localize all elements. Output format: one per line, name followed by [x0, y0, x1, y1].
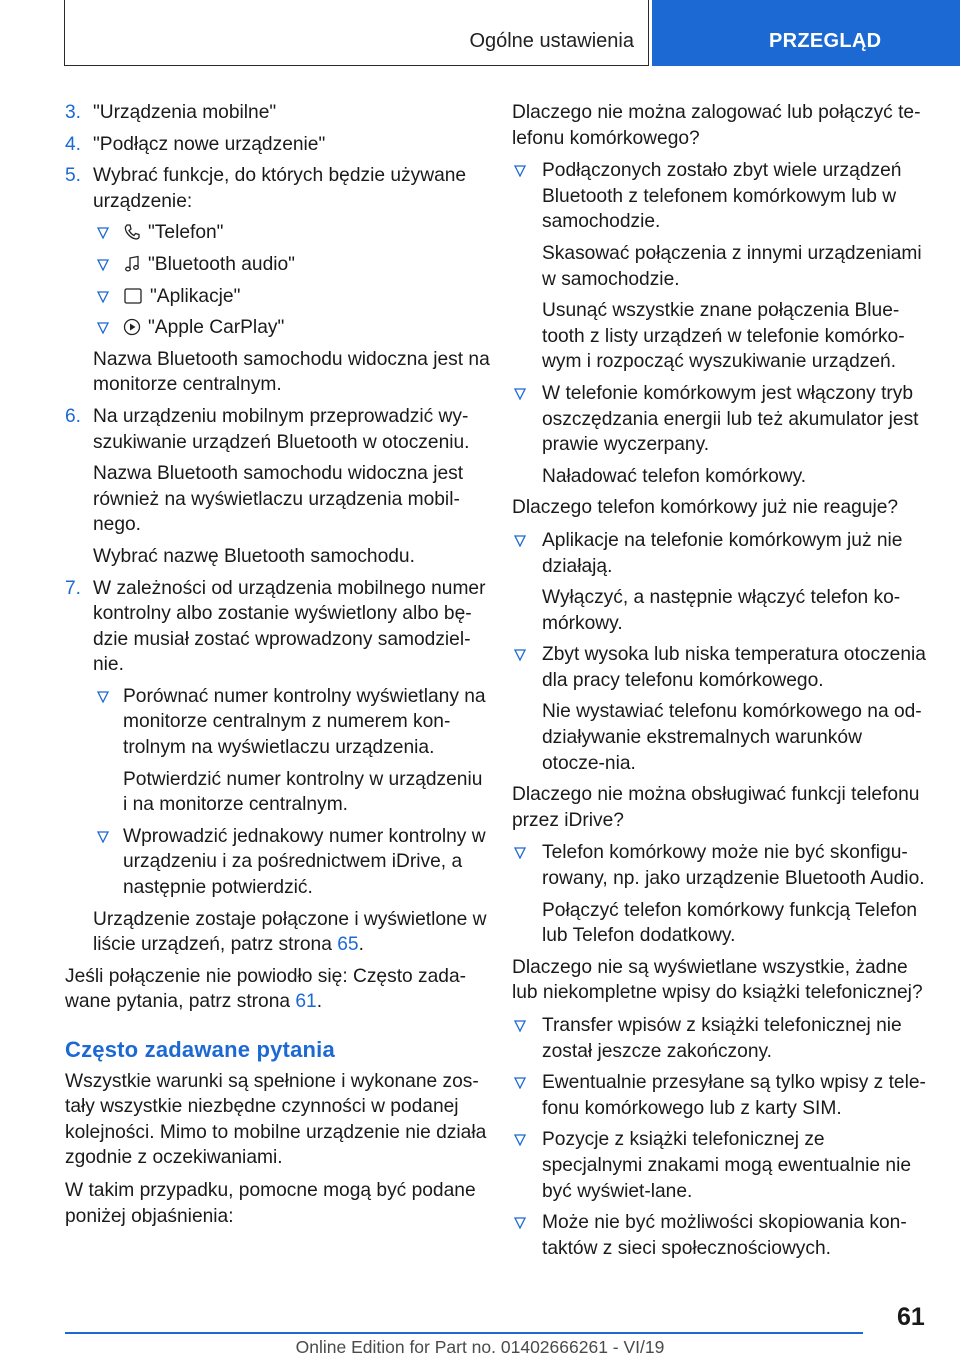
step-number: 3. [65, 102, 82, 123]
triangle-bullet-icon [514, 1217, 526, 1229]
list-item-text: Aplikacje na telefonie komórkowym już nie działają. [542, 529, 903, 577]
carplay-icon [123, 318, 141, 336]
triangle-bullet-icon [514, 847, 526, 859]
faq-intro: Wszystkie warunki są spełnione i wykonane zos-tały wszystkie niezbędne czynności w podanej kolejności. Mimo to mobilne urządzenie nie działa zgodnie z oczekiwaniami. [65, 1070, 487, 1169]
phone-icon [123, 223, 141, 241]
list-item [512, 1127, 930, 1204]
triangle-bullet-icon [514, 1077, 526, 1089]
header-section-title: Ogólne ustawienia [469, 30, 634, 52]
note-text: Nazwa Bluetooth samochodu widoczna jest na monitorze centralnym. [93, 348, 490, 396]
function-label: "Telefon" [148, 222, 224, 244]
music-note-icon [123, 255, 141, 273]
list-item-text: Podłączonych zostało zbyt wiele urządzeń Bluetooth z telefonem komórkowym lub w samochodzie. [542, 160, 902, 233]
question: Dlaczego nie można obsługiwać funkcji telefonu przez iDrive? [512, 784, 920, 831]
faq-intro-2: W takim przypadku, pomocne mogą być podane poniżej objaśnienia: [65, 1179, 476, 1227]
triangle-bullet-icon [514, 388, 526, 400]
list-item-note: Potwierdzić numer kontrolny w urządzeniu i na monitorze centralnym. [123, 768, 483, 816]
list-item-note: Usunąć wszystkie znane połączenia Blue-tooth z listy urządzeń w telefonie komórko-wym i rozpocząć wyszukiwanie urządzeń. [542, 300, 905, 373]
list-item [512, 1013, 930, 1064]
connected-text: Urządzenie zostaje połączone i wyświetlone w liście urządzeń, patrz strona [93, 908, 487, 956]
overview-tab-label: PRZEGLĄD [769, 30, 882, 52]
step-text: W zależności od urządzenia mobilnego numer kontrolny albo zostanie wyświetlony albo bę-dzie musiał zostać wprowadzony samodziel-nie. [93, 577, 486, 676]
list-item [512, 1210, 930, 1261]
function-label: "Bluetooth audio" [148, 253, 295, 275]
apps-icon [123, 287, 143, 305]
step-text: Na urządzeniu mobilnym przeprowadzić wy-szukiwanie urządzeń Bluetooth w otoczeniu. [93, 405, 470, 453]
connected-note [93, 907, 490, 958]
list-item [512, 528, 930, 579]
list-item-note: Wyłączyć, a następnie włączyć telefon ko-mórkowy. [542, 587, 901, 634]
triangle-bullet-icon [97, 691, 109, 703]
list-item-text: Pozycje z książki telefonicznej ze specjalnymi znakami mogą ewentualnie nie być wyświet-lane. [542, 1129, 912, 1202]
step-number: 4. [65, 133, 82, 155]
triangle-bullet-icon [514, 1020, 526, 1032]
footer-edition: Online Edition for Part no. 01402666261 - VI/19 [295, 1337, 665, 1357]
left-column [65, 100, 490, 1236]
note-text: Wybrać nazwę Bluetooth samochodu. [93, 545, 415, 567]
triangle-bullet-icon [514, 1134, 526, 1146]
question: Dlaczego telefon komórkowy już nie reaguje? [512, 497, 899, 519]
triangle-bullet-icon [97, 831, 109, 843]
step-text: "Urządzenia mobilne" [93, 102, 277, 123]
list-item [512, 642, 930, 693]
function-item-phone [93, 220, 490, 246]
question: Dlaczego nie są wyświetlane wszystkie, żadne lub niekompletne wpisy do książki telefonicznej? [512, 956, 923, 1004]
list-item-text: Wprowadzić jednakowy numer kontrolny w urządzeniu i za pośrednictwem iDrive, a następnie potwierdzić. [123, 825, 486, 899]
list-item-note: Połączyć telefon komórkowy funkcją Telefon lub Telefon dodatkowy. [542, 899, 918, 947]
overview-tab[interactable] [652, 0, 960, 66]
step-5 [65, 163, 490, 214]
list-item-text: Transfer wpisów z książki telefonicznej nie został jeszcze zakończony. [542, 1015, 902, 1062]
triangle-bullet-icon [514, 535, 526, 547]
failed-note [65, 964, 490, 1015]
function-label: "Apple CarPlay" [148, 317, 285, 339]
question: Dlaczego nie można zalogować lub połączyć te-lefonu komórkowego? [512, 102, 921, 149]
triangle-bullet-icon [97, 291, 109, 303]
list-item-text: Ewentualnie przesyłane są tylko wpisy z tele-fonu komórkowego lub z karty SIM. [542, 1072, 926, 1119]
list-item [93, 684, 490, 761]
triangle-bullet-icon [97, 322, 109, 334]
list-item-text: Porównać numer kontrolny wyświetlany na monitorze centralnym z numerem kon-trolnym na wyświetlaczu urządzenia. [123, 685, 486, 759]
header-section-box [64, 0, 649, 66]
step-number: 7. [65, 577, 82, 599]
footer-divider [65, 1332, 863, 1334]
list-item-note: Nie wystawiać telefonu komórkowego na od-działywanie ekstremalnych warunków otocze-nia. [542, 701, 922, 774]
function-item-carplay [93, 315, 490, 341]
list-item [512, 381, 930, 458]
faq-heading: Często zadawane pytania [65, 1037, 335, 1062]
page-number: 61 [897, 1303, 925, 1331]
list-item [93, 824, 490, 901]
failed-text: Jeśli połączenie nie powiodło się: Często zada-wane pytania, patrz strona [65, 965, 467, 1013]
function-item-apps [93, 284, 490, 310]
list-item-note: Skasować połączenia z innymi urządzeniami w samochodzie. [542, 242, 922, 290]
function-label: "Aplikacje" [150, 285, 241, 307]
sentence-end: . [316, 991, 323, 1013]
step-number: 6. [65, 405, 82, 427]
note-text: Nazwa Bluetooth samochodu widoczna jest również na wyświetlaczu urządzenia mobil-nego. [93, 463, 464, 536]
triangle-bullet-icon [97, 227, 109, 239]
step-7 [65, 576, 490, 678]
list-item-text: Może nie być możliwości skopiowania kon-taktów z sieci społecznościowych. [542, 1212, 907, 1259]
step-number: 5. [65, 165, 82, 187]
list-item [512, 158, 930, 235]
function-item-audio [93, 252, 490, 278]
list-item [512, 840, 930, 891]
page-header [0, 0, 960, 66]
list-item-note: Naładować telefon komórkowy. [542, 465, 807, 487]
list-item-text: Telefon komórkowy może nie być skonfigu-rowany, np. jako urządzenie Bluetooth Audio. [542, 842, 925, 890]
page-link-65[interactable]: 65 [337, 934, 359, 956]
triangle-bullet-icon [514, 649, 526, 661]
step-text: Wybrać funkcje, do których będzie używane urządzenie: [93, 165, 467, 212]
step-4 [65, 132, 490, 158]
page-link-61[interactable]: 61 [295, 991, 317, 1013]
triangle-bullet-icon [514, 165, 526, 177]
sentence-end: . [358, 934, 364, 956]
right-column [512, 100, 930, 1267]
triangle-bullet-icon [97, 259, 109, 271]
step-3 [65, 100, 490, 126]
list-item [512, 1070, 930, 1121]
list-item-text: W telefonie komórkowym jest włączony tryb oszczędzania energii lub też akumulator jest prawie wyczerpany. [542, 382, 919, 456]
step-6 [65, 404, 490, 455]
step-text: "Podłącz nowe urządzenie" [93, 133, 326, 155]
list-item-text: Zbyt wysoka lub niska temperatura otoczenia dla pracy telefonu komórkowego. [542, 644, 926, 691]
